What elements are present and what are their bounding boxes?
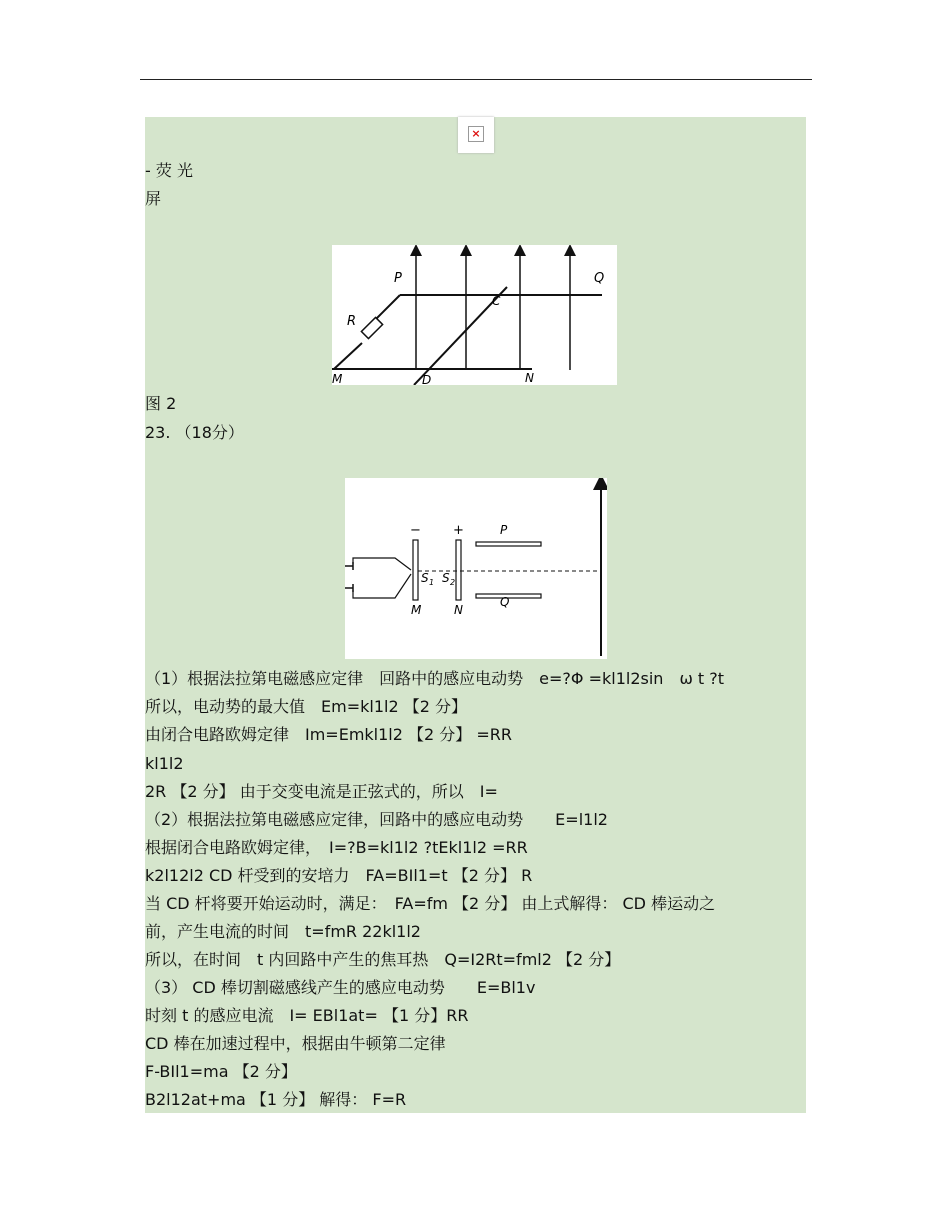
solution-line: F-BIl1=ma 【2 分】 bbox=[145, 1062, 297, 1081]
solution-line: B2l12at+ma 【1 分】 解得： F=R bbox=[145, 1090, 407, 1109]
header-rule bbox=[140, 79, 812, 80]
screen-caption-line1: - 荧 光 bbox=[145, 161, 193, 180]
plate-n bbox=[456, 540, 461, 600]
label-s2: S bbox=[442, 571, 450, 585]
label-plate-q: Q bbox=[500, 595, 510, 609]
label-c: C bbox=[492, 294, 501, 308]
label-d: D bbox=[422, 373, 432, 385]
solution-line: k2l12l2 CD 杆受到的安培力 FA=BIl1=t 【2 分】 R bbox=[145, 866, 533, 885]
solution-line: 由闭合电路欧姆定律 Im=Emkl1l2 【2 分】 =RR bbox=[145, 725, 513, 744]
broken-image-placeholder bbox=[458, 117, 494, 153]
solution-line: 所以，电动势的最大值 Em=kl1l2 【2 分】 bbox=[145, 697, 467, 716]
screen-caption-line2: 屏 bbox=[145, 189, 162, 208]
broken-image-icon: × bbox=[468, 126, 484, 142]
label-plus: + bbox=[453, 523, 464, 538]
label-plate-n: N bbox=[454, 603, 463, 617]
solution-line: CD 棒在加速过程中，根据由牛顿第二定律 bbox=[145, 1034, 446, 1053]
solution-line: 前，产生电流的时间 t=fmR 22kl1l2 bbox=[145, 922, 421, 941]
figure-2-caption: 图 2 bbox=[145, 394, 177, 413]
solution-line: 2R 【2 分】 由于交变电流是正弦式的，所以 I= bbox=[145, 782, 498, 801]
solution-line: （3） CD 棒切割磁感线产生的感应电动势 E=Bl1v bbox=[145, 978, 536, 997]
problem-number: 23. （18分） bbox=[145, 423, 244, 442]
label-p: P bbox=[394, 271, 402, 286]
solution-line: kl1l2 bbox=[145, 754, 184, 773]
solution-line: 时刻 t 的感应电流 I= EBl1at= 【1 分】RR bbox=[145, 1006, 469, 1025]
solution-line: 所以，在时间 t 内回路中产生的焦耳热 Q=I2Rt=fml2 【2 分】 bbox=[145, 950, 621, 969]
label-s1-sub: 1 bbox=[429, 578, 435, 587]
plate-m bbox=[413, 540, 418, 600]
label-m: M bbox=[332, 372, 343, 385]
solution-line: 当 CD 杆将要开始运动时，满足： FA=fm 【2 分】 由上式解得： CD 棒运动之 bbox=[145, 894, 716, 913]
figure-deflection-apparatus bbox=[345, 478, 607, 659]
solution-line: （2）根据法拉第电磁感应定律，回路中的感应电动势 E=l1l2 bbox=[145, 810, 608, 829]
label-r: R bbox=[347, 314, 357, 329]
plate-p bbox=[476, 542, 541, 546]
resistor-r bbox=[361, 317, 382, 338]
label-s1: S bbox=[421, 571, 429, 585]
label-minus: − bbox=[410, 523, 421, 538]
label-plate-m: M bbox=[411, 603, 422, 617]
label-n: N bbox=[525, 371, 534, 385]
figure-rails-circuit bbox=[332, 245, 617, 385]
label-plate-p: P bbox=[500, 523, 508, 537]
solution-line: （1）根据法拉第电磁感应定律 回路中的感应电动势 e=?Φ =kl1l2sin ω t ?t bbox=[145, 669, 725, 688]
label-q: Q bbox=[594, 271, 605, 286]
label-s2-sub: 2 bbox=[450, 578, 456, 587]
solution-line: 根据闭合电路欧姆定律， I=?B=kl1l2 ?tEkl1l2 =RR bbox=[145, 838, 528, 857]
